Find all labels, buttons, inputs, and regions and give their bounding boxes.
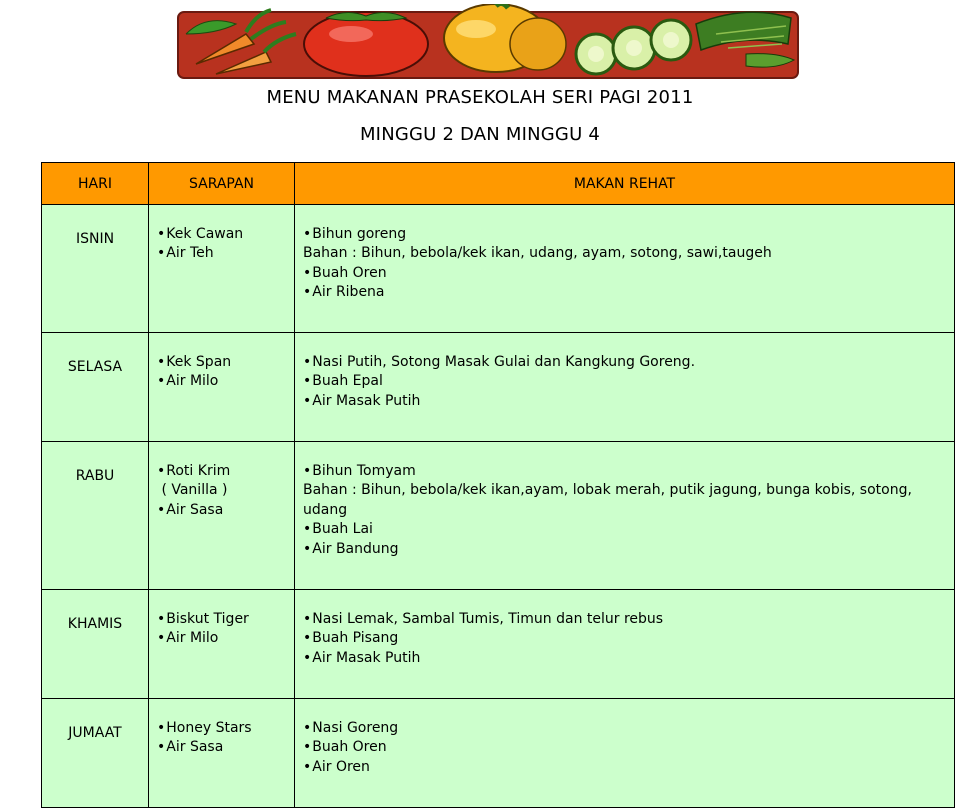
sarapan-cell bbox=[149, 205, 295, 333]
sarapan-cell bbox=[149, 699, 295, 808]
menu-title: MENU MAKANAN PRASEKOLAH SERI PAGI 2011 bbox=[266, 87, 694, 108]
list-item: Bahan : Bihun, bebola/kek ikan, udang, ayam, sotong, sawi,taugeh bbox=[303, 245, 772, 262]
sarapan-cell bbox=[149, 333, 295, 442]
header-makan-rehat: MAKAN REHAT bbox=[295, 163, 955, 205]
header-hari: HARI bbox=[42, 163, 149, 205]
list-item: • Kek Cawan bbox=[157, 225, 290, 244]
table-row bbox=[42, 590, 955, 699]
list-item: • Buah Oren bbox=[303, 264, 950, 283]
list-item: ( Vanilla ) bbox=[157, 482, 228, 499]
list-item: • Air Masak Putih bbox=[303, 392, 950, 411]
list-item: • Air Masak Putih bbox=[303, 649, 950, 668]
day-cell: SELASA bbox=[42, 333, 149, 442]
list-item: • Honey Stars bbox=[157, 719, 290, 738]
list-item: • Air Sasa bbox=[157, 738, 290, 757]
header-sarapan: SARAPAN bbox=[149, 163, 295, 205]
list-item: • Air Teh bbox=[157, 244, 290, 263]
table-header-row bbox=[42, 163, 955, 205]
table-row bbox=[42, 333, 955, 442]
list-item: • Nasi Putih, Sotong Masak Gulai dan Kangkung Goreng. bbox=[303, 353, 950, 372]
list-item: • Air Oren bbox=[303, 758, 950, 777]
sarapan-cell bbox=[149, 442, 295, 590]
list-item: • Air Ribena bbox=[303, 283, 950, 302]
sarapan-cell bbox=[149, 590, 295, 699]
list-item: • Biskut Tiger bbox=[157, 610, 290, 629]
table-row bbox=[42, 442, 955, 590]
list-item: • Kek Span bbox=[157, 353, 290, 372]
list-item: • Air Sasa bbox=[157, 501, 290, 520]
rehat-cell bbox=[295, 205, 955, 333]
table-row bbox=[42, 205, 955, 333]
day-cell: JUMAAT bbox=[42, 699, 149, 808]
list-item: Bahan : Bihun, bebola/kek ikan,ayam, lobak merah, putik jagung, bunga kobis, sotong, udang bbox=[303, 482, 912, 518]
list-item: • Bihun goreng bbox=[303, 225, 950, 244]
table-row bbox=[42, 699, 955, 808]
list-item: • Nasi Goreng bbox=[303, 719, 950, 738]
list-item: • Air Milo bbox=[157, 372, 290, 391]
list-item: • Buah Pisang bbox=[303, 629, 950, 648]
rehat-cell bbox=[295, 699, 955, 808]
menu-table bbox=[41, 162, 955, 808]
list-item: • Buah Oren bbox=[303, 738, 950, 757]
day-cell: RABU bbox=[42, 442, 149, 590]
day-cell: KHAMIS bbox=[42, 590, 149, 699]
vegetables-banner bbox=[176, 4, 800, 80]
rehat-cell bbox=[295, 333, 955, 442]
list-item: • Bihun Tomyam bbox=[303, 462, 950, 481]
list-item: • Air Milo bbox=[157, 629, 290, 648]
rehat-cell bbox=[295, 590, 955, 699]
menu-subtitle: MINGGU 2 DAN MINGGU 4 bbox=[359, 124, 601, 145]
list-item: • Air Bandung bbox=[303, 540, 950, 559]
day-cell: ISNIN bbox=[42, 205, 149, 333]
list-item: • Nasi Lemak, Sambal Tumis, Timun dan telur rebus bbox=[303, 610, 950, 629]
list-item: • Buah Lai bbox=[303, 520, 950, 539]
list-item: • Buah Epal bbox=[303, 372, 950, 391]
rehat-cell bbox=[295, 442, 955, 590]
list-item: • Roti Krim bbox=[157, 462, 290, 481]
